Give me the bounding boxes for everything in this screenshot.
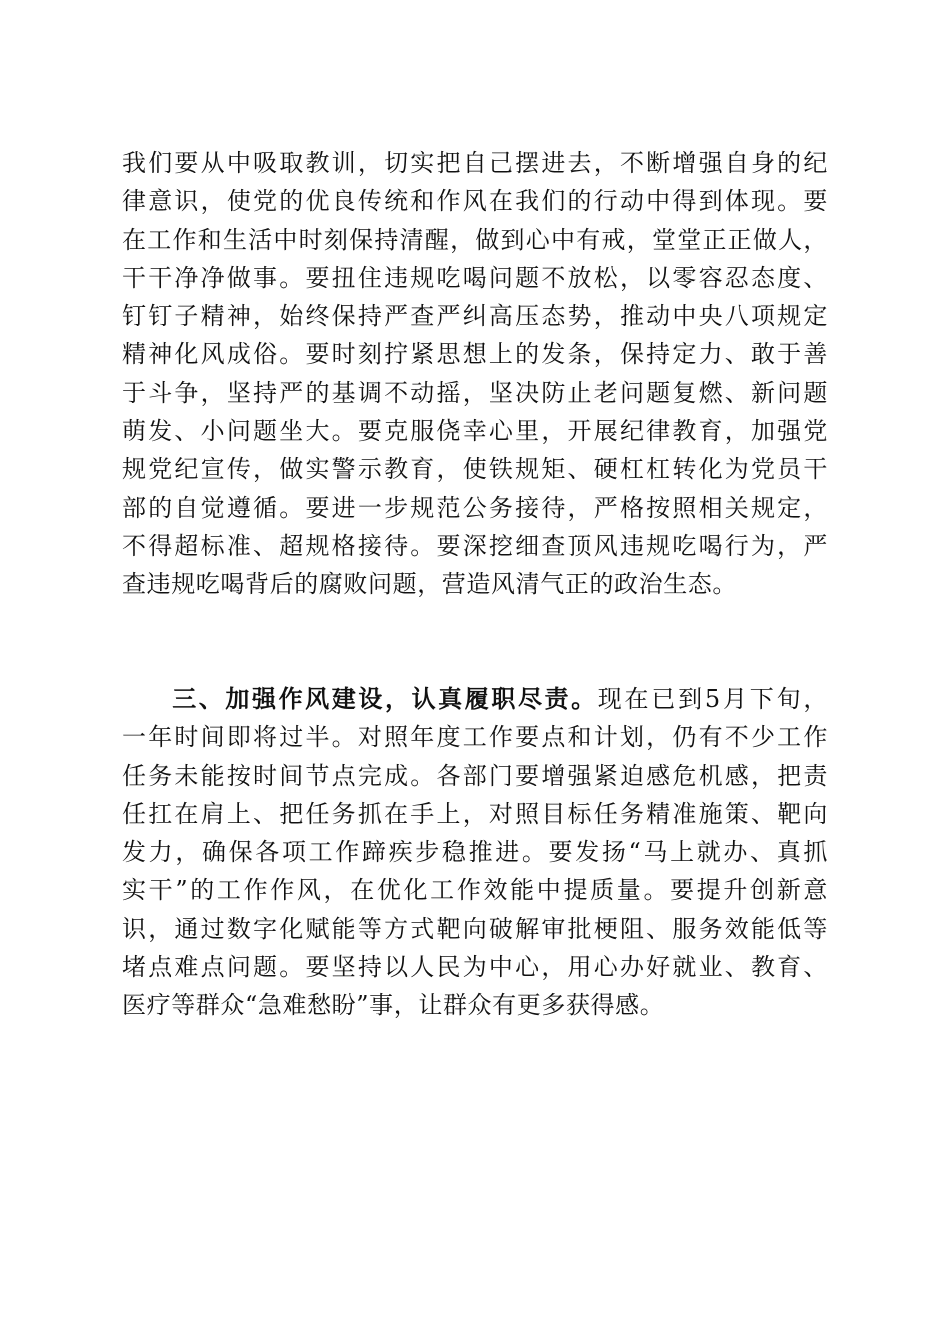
section-heading: 三、加强作风建设，认真履职尽责。 <box>170 685 598 713</box>
text-line: 我们要从中吸取教训，切实把自己摆进去，不断增强自身的纪 <box>122 149 828 177</box>
text-line: 实干”的工作作风，在优化工作效能中提质量。要提升创新意 <box>122 876 828 905</box>
text-line: 医疗等群众“急难愁盼”事，让群众有更多获得感。 <box>122 991 665 1020</box>
text-line: 干干净净做事。要扭住违规吃喝问题不放松，以零容忍态度、 <box>122 263 828 292</box>
text-line: 堵点难点问题。要坚持以人民为中心，用心办好就业、教育、 <box>122 953 828 982</box>
text-line: 不得超标准、超规格接待。要深挖细查顶风违规吃喝行为，严 <box>122 531 828 560</box>
text-line: 在工作和生活中时刻保持清醒，做到心中有戒，堂堂正正做人， <box>122 225 828 254</box>
paragraph-work-style <box>122 680 828 1025</box>
text-line: 任务未能按时间节点完成。各部门要增强紧迫感危机感，把责 <box>122 761 828 790</box>
text-line: 查违规吃喝背后的腐败问题，营造风清气正的政治生态。 <box>122 570 737 599</box>
text-line: 一年时间即将过半。对照年度工作要点和计划，仍有不少工作 <box>122 723 828 752</box>
text-line: 萌发、小问题坐大。要克服侥幸心里，开展纪律教育，加强党 <box>122 417 828 446</box>
paragraph-first-line <box>122 680 828 718</box>
paragraph-discipline <box>122 144 828 604</box>
text-line: 律意识，使党的优良传统和作风在我们的行动中得到体现。要 <box>122 187 828 216</box>
text-run: 现在已到5月下旬， <box>597 685 828 713</box>
text-line: 规党纪宣传，做实警示教育，使铁规矩、硬杠杠转化为党员干 <box>122 455 828 484</box>
text-line: 识，通过数字化赋能等方式靶向破解审批梗阻、服务效能低等 <box>122 914 828 943</box>
text-line: 部的自觉遵循。要进一步规范公务接待，严格按照相关规定， <box>122 493 828 522</box>
text-line: 精神化风成俗。要时刻拧紧思想上的发条，保持定力、敢于善 <box>122 340 828 369</box>
text-line: 任扛在肩上、把任务抓在手上，对照目标任务精准施策、靶向 <box>122 799 828 828</box>
text-line: 钉钉子精神，始终保持严查严纠高压态势，推动中央八项规定 <box>122 302 828 331</box>
text-line: 于斗争，坚持严的基调不动摇，坚决防止老问题复燃、新问题 <box>122 378 828 407</box>
text-line: 发力，确保各项工作蹄疾步稳推进。要发扬“马上就办、真抓 <box>122 838 828 867</box>
